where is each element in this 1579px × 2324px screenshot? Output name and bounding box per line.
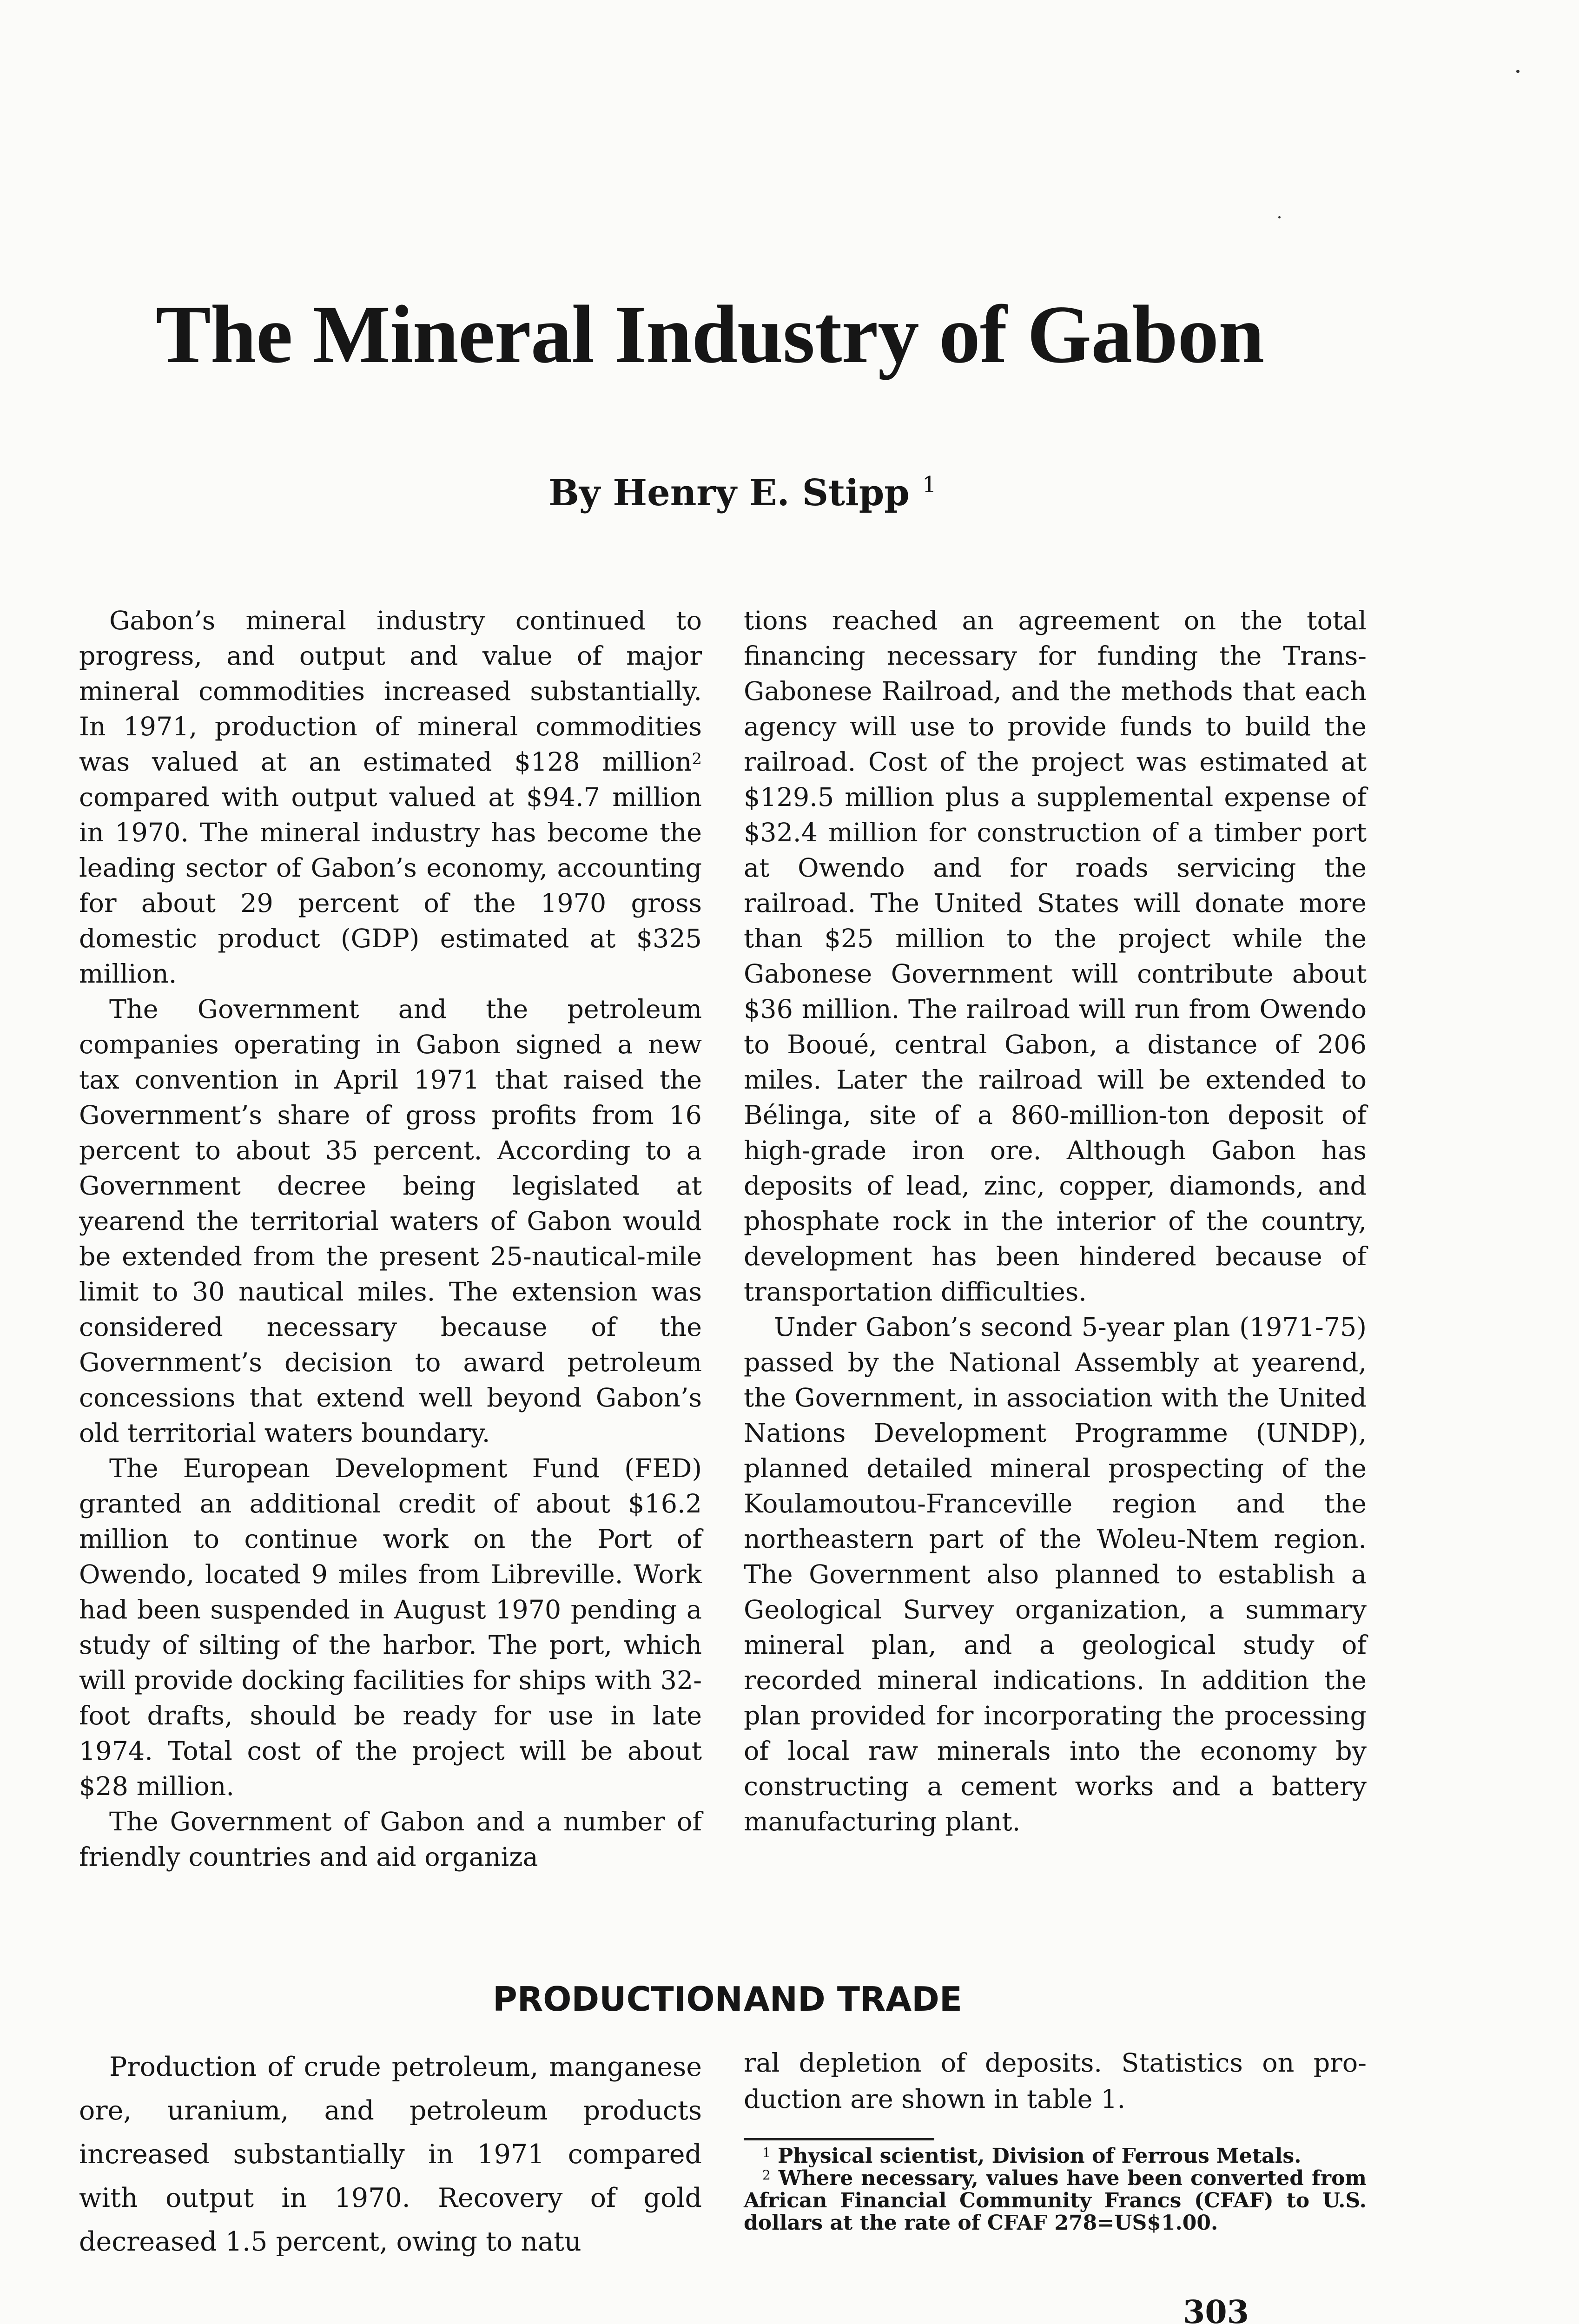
footnote-ref: 1 <box>922 472 937 498</box>
paragraph: Under Gabon’s second 5-year plan (1971-75) passed by the National Assembly at yearend, the Government, in association with the United Nations Development Programme (UNDP), planned detailed mineral prospecting of the Koulamoutou-Franceville region and the northeastern part of the Woleu-Ntem region. The Government also planned to establish a Geological Survey organization, a summary mineral plan, and a geological study of recorded mineral indications. In addition the plan provided for incorporating the processing of local raw minerals into the economy by constructing a cement works and a battery manufacturing plant. <box>744 1312 1367 1837</box>
author-name: By Henry E. Stipp <box>548 472 910 514</box>
paragraph: Gabon’s mineral industry continued to progress, and output and value of major mineral commodities increased substantially. In 1971, production of mineral commodities was valued at an estimated $128 million$^2$ compared with output valued at $94.7 million in 1970. The mineral industry has become the leading sector of Gabon’s economy, accounting for about 29 percent of the 1970 gross domestic product (GDP) estimated at $325 million. <box>79 606 702 989</box>
section-heading-part-1: PRODUCTION <box>493 1980 743 2019</box>
scan-speck <box>1516 70 1520 73</box>
section-column-right <box>744 2045 1367 2118</box>
paragraph: tions reached an agreement on the total financing necessary for funding the Trans-Gabonese Railroad, and the methods that each agency will use to provide funds to build the railroad. Cost of the project was estimated at $129.5 million plus a supplemental expense of $32.4 million for construction of a timber port at Owendo and for roads servicing the railroad. The United States will donate more than $25 million to the project while the Gabonese Government will contribute about $36 million. The railroad will run from Owendo to Booué, central Gabon, a distance of 206 miles. Later the railroad will be extended to Bélinga, site of a 860-million-ton deposit of high-grade iron ore. Although Gabon has deposits of lead, zinc, copper, diamonds, and phosphate rock in the interior of the country, development has been hindered because of transportation difficulties. <box>744 606 1367 1307</box>
paragraph: ral depletion of deposits. Statistics on production are shown in table 1. <box>744 2048 1367 2114</box>
article-title: The Mineral Industry of Gabon <box>156 288 1264 380</box>
paragraph: The European Development Fund (FED) granted an additional credit of about $16.2 million to continue work on the Port of Owendo, located 9 miles from Libreville. Work had been suspended in August 1970 pending a study of silting of the harbor. The port, which will provide docking facilities for ships with 32-foot drafts, should be ready for use in late 1974. Total cost of the project will be about $28 million. <box>79 1453 702 1802</box>
footnote: $^1$ Physical scientist, Division of Ferrous Metals. <box>762 2144 1302 2168</box>
paragraph: The Government of Gabon and a number of friendly countries and aid organiza <box>79 1807 702 1872</box>
footnote: $^2$ Where necessary, values have been converted from African Financial Community Francs (CFAF) to U.S. dollars at the rate of CFAF 278=US$1.00. <box>744 2166 1367 2235</box>
paragraph: Production of crude petroleum, manganese ore, uranium, and petroleum products increased substantially in 1971 compared with output in 1970. Recovery of gold decreased 1.5 percent, owing to natu <box>79 2052 702 2257</box>
footnote-ref: 2 <box>692 750 702 768</box>
footnote-divider <box>744 2138 934 2140</box>
footnotes <box>744 2145 1367 2234</box>
paragraph: The Government and the petroleum companies operating in Gabon signed a new tax convention in April 1971 that raised the Government’s share of gross profits from 16 percent to about 35 percent. According to a Government decree being legislated at yearend the territorial waters of Gabon would be extended from the present 25-nautical-mile limit to 30 nautical miles. The extension was considered necessary because of the Government’s decision to award petroleum concessions that extend well beyond Gabon’s old territorial waters boundary. <box>79 994 702 1448</box>
scan-speck <box>1278 216 1281 218</box>
page-number: 303 <box>1183 2294 1249 2324</box>
column-left <box>79 603 702 1875</box>
author-byline <box>548 472 937 514</box>
section-heading-part-2: AND TRADE <box>744 1980 963 2019</box>
column-right <box>744 603 1367 1840</box>
section-column-left <box>79 2045 702 2264</box>
